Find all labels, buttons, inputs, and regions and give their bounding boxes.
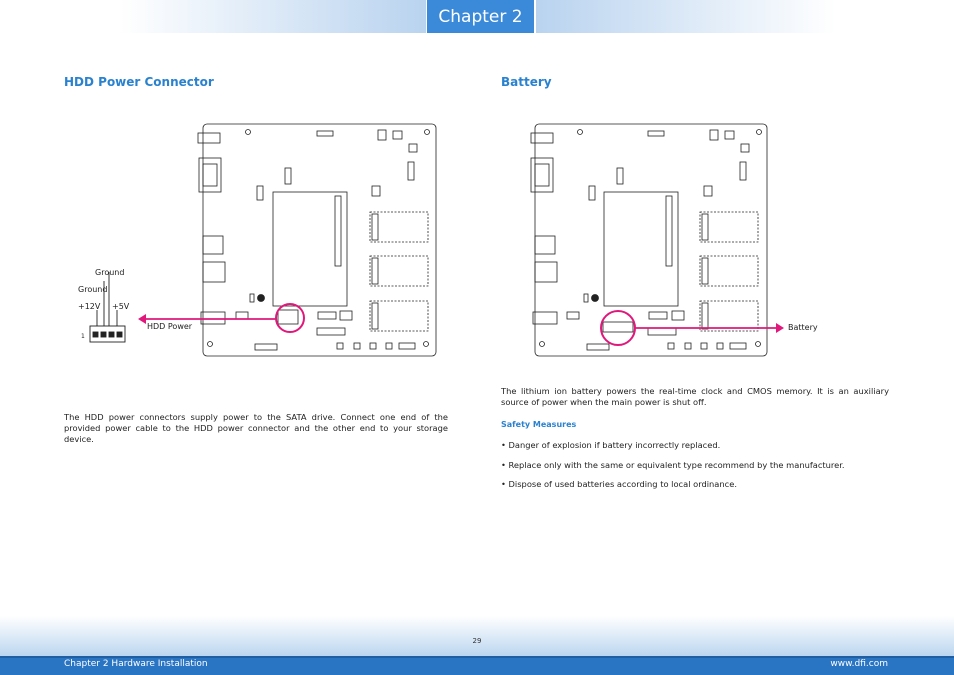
v5-label: +5V bbox=[112, 302, 130, 311]
footer-website-link[interactable]: www.dfi.com bbox=[830, 659, 888, 669]
hdd-power-callout: HDD Power bbox=[147, 322, 193, 331]
right-board-diagram bbox=[530, 118, 830, 368]
hdd-power-title: HDD Power Connector bbox=[64, 75, 214, 89]
footer-gradient bbox=[0, 616, 954, 656]
hdd-power-paragraph: The HDD power connectors supply power to the SATA drive. Connect one end of the provided power cable to the HDD power connector and the other end to your storage device. bbox=[64, 412, 448, 444]
header-gradient-left bbox=[120, 0, 426, 33]
battery-callout: Battery bbox=[788, 323, 818, 332]
header-gradient-right bbox=[536, 0, 836, 33]
chapter-tab: Chapter 2 bbox=[427, 0, 534, 33]
footer-divider bbox=[0, 656, 954, 658]
safety-bullet: • Danger of explosion if battery incorrectly replaced. bbox=[501, 440, 721, 450]
footer-chapter-label: Chapter 2 Hardware Installation bbox=[64, 659, 208, 669]
ground-label-2: Ground bbox=[78, 285, 108, 294]
safety-measures-title: Safety Measures bbox=[501, 420, 577, 429]
pin1-label: 1 bbox=[81, 333, 85, 340]
battery-title: Battery bbox=[501, 75, 552, 89]
battery-paragraph: The lithium ion battery powers the real-time clock and CMOS memory. It is an auxiliary source of power when the main power is shut off. bbox=[501, 386, 889, 407]
left-board-diagram bbox=[60, 118, 460, 368]
safety-bullet: • Dispose of used batteries according to local ordinance. bbox=[501, 479, 737, 489]
safety-bullet: • Replace only with the same or equivalent type recommend by the manufacturer. bbox=[501, 460, 845, 470]
ground-label-1: Ground bbox=[95, 268, 125, 277]
page-number: 29 bbox=[472, 637, 482, 645]
v12-label: +12V bbox=[78, 302, 101, 311]
